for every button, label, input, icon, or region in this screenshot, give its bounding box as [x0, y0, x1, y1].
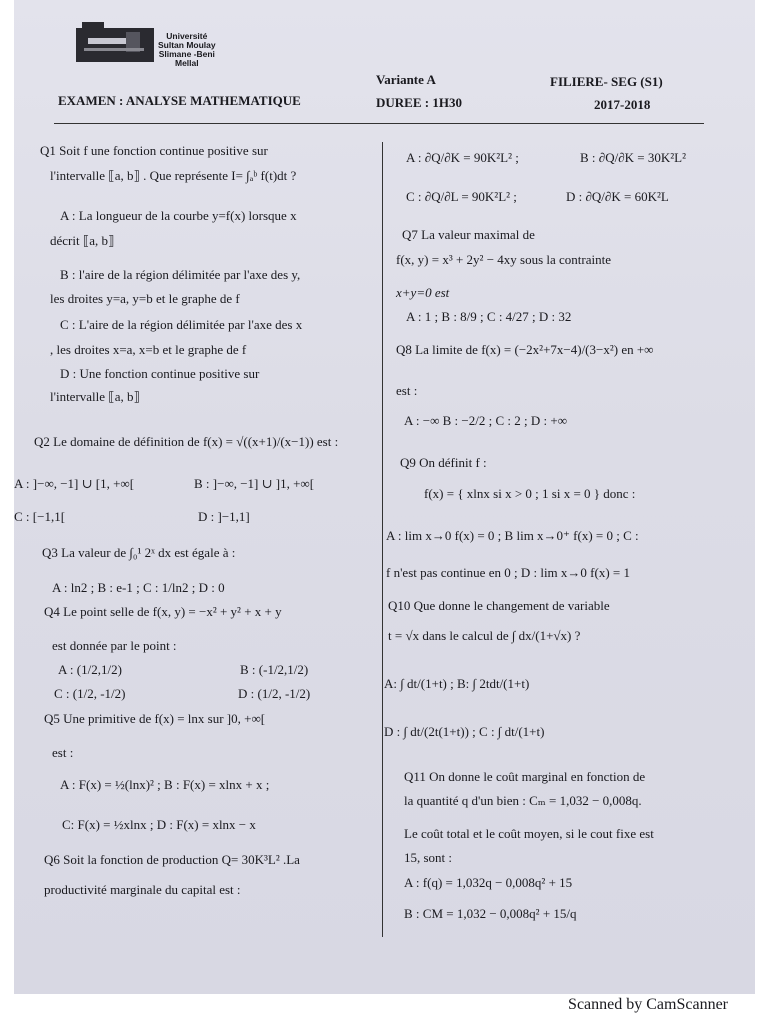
university-name: Université Sultan Moulay Slimane -Beni Mellal — [158, 31, 216, 68]
exam-title: EXAMEN : ANALYSE MATHEMATIQUE — [58, 93, 301, 108]
q11-text: Q11 On donne le coût marginal en fonction de — [404, 769, 646, 784]
q1-option-b-2: les droites y=a, y=b et le graphe de f — [50, 291, 240, 306]
q8-text-2: est : — [396, 383, 418, 398]
q1-option-c-2: , les droites x=a, x=b et le graphe de f — [50, 342, 247, 357]
q5-options-ab: A : F(x) = ½(lnx)² ; B : F(x) = xlnx + x ; — [60, 777, 270, 792]
filiere-label: FILIERE- SEG (S1) — [550, 74, 663, 89]
q7-text-2: f(x, y) = x³ + 2y² − 4xy sous la contrainte — [396, 252, 612, 267]
university-logo — [74, 18, 164, 70]
q10-options-cd: D : ∫ dt/(2t(1+t)) ; C : ∫ dt/(1+t) — [384, 724, 545, 739]
q9-definition: f(x) = { xlnx si x > 0 ; 1 si x = 0 } donc : — [424, 486, 636, 501]
q10-text: Q10 Que donne le changement de variable — [388, 598, 610, 613]
q2-option-a: A : ]−∞, −1] ∪ [1, +∞[ — [14, 476, 135, 491]
q1-option-a: A : La longueur de la courbe y=f(x) lorsque x — [60, 208, 297, 223]
duree-label: DUREE : 1H30 — [376, 95, 462, 110]
q2-text: Q2 Le domaine de définition de f(x) = √((x+1)/(x−1)) est : — [34, 434, 339, 449]
q9-options-cd: f n'est pas continue en 0 ; D : lim x→0 f(x) = 1 — [386, 565, 630, 580]
q1-option-b: B : l'aire de la région délimitée par l'axe des y, — [60, 267, 301, 282]
q11-option-a: A : f(q) = 1,032q − 0,008q² + 15 — [404, 875, 573, 890]
q4-option-b: B : (-1/2,1/2) — [240, 662, 309, 677]
camscanner-watermark: Scanned by CamScanner — [568, 996, 728, 1013]
column-divider — [382, 142, 383, 937]
q1-text-2: l'intervalle ⟦a, b⟧ . Que représente I= ∫ₐᵇ f(t)dt ? — [50, 168, 297, 183]
q6-option-b: B : ∂Q/∂K = 30K²L² — [580, 150, 686, 165]
year-label: 2017-2018 — [594, 97, 651, 112]
q4-option-d: D : (1/2, -1/2) — [238, 686, 311, 701]
q6-option-a: A : ∂Q/∂K = 90K²L² ; — [406, 150, 519, 165]
q7-text-3: x+y=0 est — [396, 285, 450, 300]
q4-option-a: A : (1/2,1/2) — [58, 662, 122, 677]
header-rule — [54, 123, 704, 124]
q7-text: Q7 La valeur maximal de — [402, 227, 535, 242]
q1-option-c: C : L'aire de la région délimitée par l'axe des x — [60, 317, 303, 332]
q4-text-2: est donnée par le point : — [52, 638, 177, 653]
q4-text: Q4 Le point selle de f(x, y) = −x² + y² + x + y — [44, 604, 282, 619]
q6-text: Q6 Soit la fonction de production Q= 30K³L² .La — [44, 852, 300, 867]
q10-options-ab: A: ∫ dt/(1+t) ; B: ∫ 2tdt/(1+t) — [384, 676, 530, 691]
q1-option-d-2: l'intervalle ⟦a, b⟧ — [50, 389, 140, 404]
q7-options: A : 1 ; B : 8/9 ; C : 4/27 ; D : 32 — [406, 309, 572, 324]
q5-text: Q5 Une primitive de f(x) = lnx sur ]0, +∞[ — [44, 711, 266, 726]
q11-option-b: B : CM = 1,032 − 0,008q² + 15/q — [404, 906, 577, 921]
variante-label: Variante A — [376, 72, 436, 87]
exam-sheet — [14, 0, 755, 994]
q1-text: Q1 Soit f une fonction continue positive sur — [40, 143, 268, 158]
q9-text: Q9 On définit f : — [400, 455, 487, 470]
q8-text: Q8 La limite de f(x) = (−2x²+7x−4)/(3−x²) en +∞ — [396, 342, 654, 357]
q5-text-2: est : — [52, 745, 74, 760]
q8-options: A : −∞ B : −2/2 ; C : 2 ; D : +∞ — [404, 413, 567, 428]
q2-option-b: B : ]−∞, −1] ∪ ]1, +∞[ — [194, 476, 315, 491]
q6-option-c: C : ∂Q/∂L = 90K²L² ; — [406, 189, 517, 204]
q10-text-2: t = √x dans le calcul de ∫ dx/(1+√x) ? — [388, 628, 581, 643]
q3-text: Q3 La valeur de ∫₀¹ 2ˣ dx est égale à : — [42, 545, 236, 560]
q1-option-a-2: décrit ⟦a, b⟧ — [50, 233, 115, 248]
q6-option-d: D : ∂Q/∂K = 60K²L — [566, 189, 669, 204]
q2-option-d: D : ]−1,1] — [198, 509, 250, 524]
q5-options-cd: C: F(x) = ½xlnx ; D : F(x) = xlnx − x — [62, 817, 256, 832]
q11-text-3: Le coût total et le coût moyen, si le cout fixe est — [404, 826, 654, 841]
q3-options: A : ln2 ; B : e-1 ; C : 1/ln2 ; D : 0 — [52, 580, 225, 595]
q6-text-2: productivité marginale du capital est : — [44, 882, 241, 897]
q9-options-ab: A : lim x→0 f(x) = 0 ; B lim x→0⁺ f(x) = 0 ; C : — [386, 528, 639, 543]
q1-option-d: D : Une fonction continue positive sur — [60, 366, 260, 381]
q11-text-4: 15, sont : — [404, 850, 453, 865]
q2-option-c: C : [−1,1[ — [14, 509, 66, 524]
q11-text-2: la quantité q d'un bien : Cₘ = 1,032 − 0,008q. — [404, 793, 642, 808]
q4-option-c: C : (1/2, -1/2) — [54, 686, 126, 701]
